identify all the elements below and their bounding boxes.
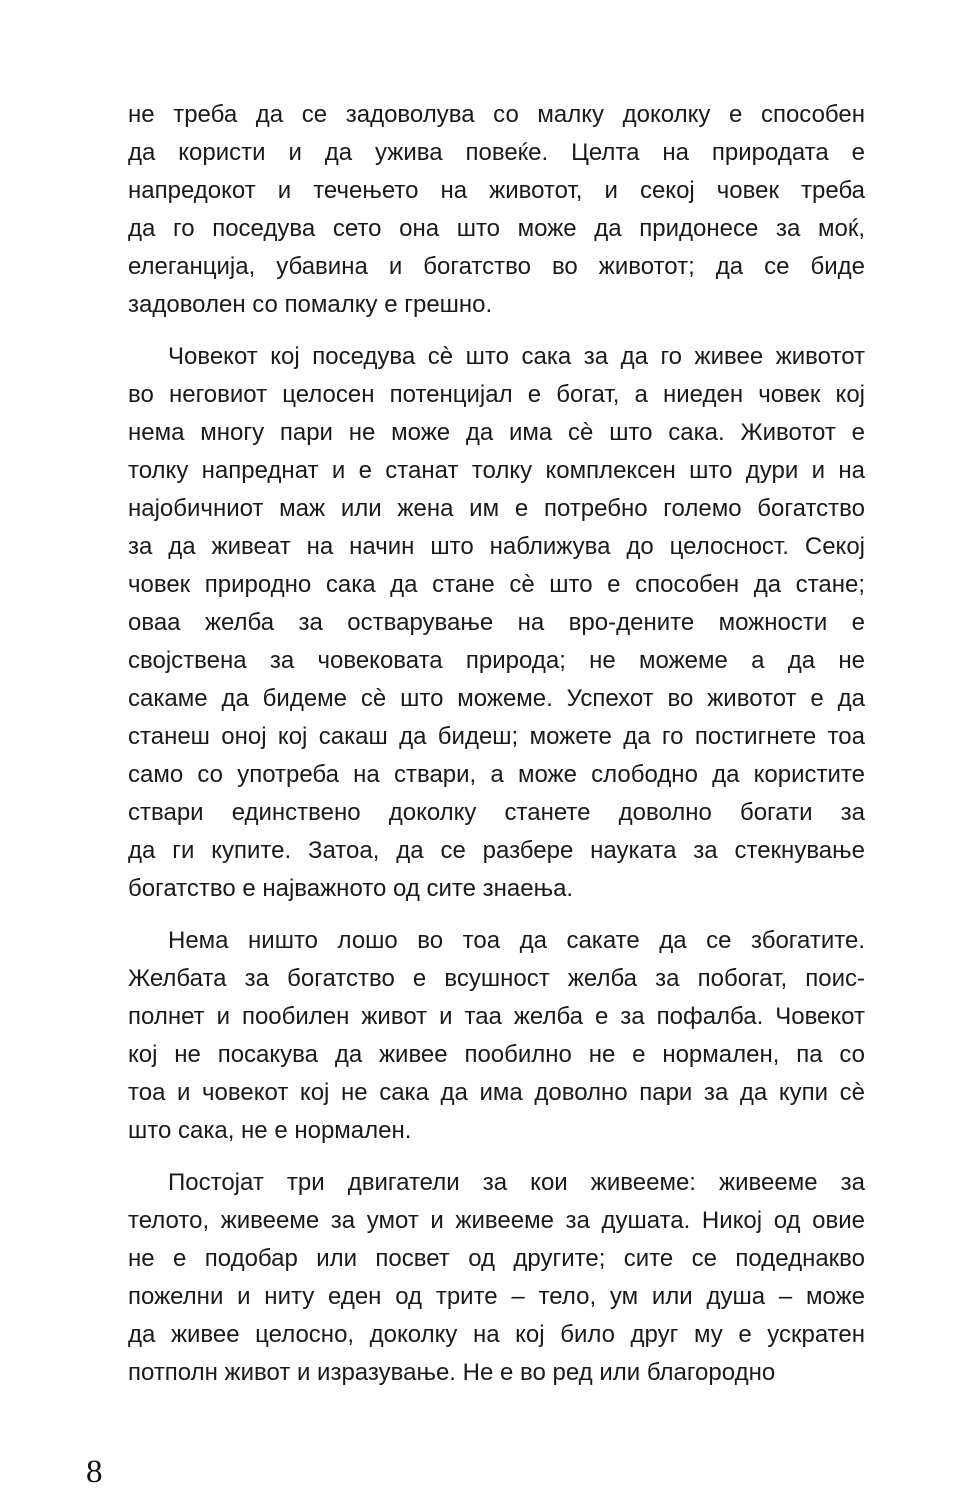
text-line: кој не посакува да живее пообилно не е нормален, па со	[128, 1041, 865, 1068]
text-line: потполн живот и изразување. Не е во ред или благородно	[128, 1359, 776, 1386]
text-line: да го поседува сето она што може да придонесе за моќ,	[128, 215, 865, 242]
paragraph	[128, 96, 865, 324]
text-line: ствари единствено доколку станете доволно богати за	[128, 799, 865, 826]
text-line: најобичниот маж или жена им е потребно големо богатство	[128, 495, 865, 522]
text-line: Човекот кој поседува сѐ што сака за да го живее животот	[168, 343, 865, 370]
text-line: Желбата за богатство е всушност желба за побогат, поис-	[128, 965, 865, 992]
text-line: станеш оној кој сакаш да бидеш; можете да го постигнете тоа	[128, 723, 865, 750]
text-line: Нема ништо лошо во тоа да сакате да се збогатите.	[168, 927, 865, 954]
text-line: богатство е најважното од сите знаења.	[128, 875, 574, 902]
text-line: да користи и да ужива повеќе. Целта на природата е	[128, 139, 865, 166]
text-line: да ги купите. Затоа, да се разбере науката за стекнување	[128, 837, 865, 864]
text-line: не треба да се задоволува со малку доколку е способен	[128, 101, 865, 128]
text-line: елеганција, убавина и богатство во животот; да се биде	[128, 253, 865, 280]
text-line: само со употреба на ствари, а може слободно да користите	[128, 761, 865, 788]
text-line: полнет и пообилен живот и таа желба е за пофалба. Човекот	[128, 1003, 865, 1030]
text-line: во неговиот целосен потенцијал е богат, а ниеден човек кој	[128, 381, 865, 408]
paragraph	[128, 338, 865, 908]
text-block	[128, 96, 865, 1392]
text-line: не е подобар или посвет од другите; сите се подеднакво	[128, 1245, 865, 1272]
text-line: пожелни и ниту еден од трите – тело, ум или душа – може	[128, 1283, 865, 1310]
text-line: толку напреднат и е станат толку комплексен што дури и на	[128, 457, 865, 484]
text-line: Постојат три двигатели за кои живееме: живееме за	[168, 1169, 865, 1196]
text-line: нема многу пари не може да има сѐ што сака. Животот е	[128, 419, 865, 446]
text-line: за да живеат на начин што наближува до целосност. Секој	[128, 533, 865, 560]
text-line: да живее целосно, доколку на кој било друг му е ускратен	[128, 1321, 865, 1348]
text-line: што сака, не е нормален.	[128, 1117, 412, 1144]
text-line: својствена за човековата природа; не можеме а да не	[128, 647, 865, 674]
text-line: телото, живееме за умот и живееме за душата. Никој од овие	[128, 1207, 865, 1234]
text-line: сакаме да бидеме сѐ што можеме. Успехот во животот е да	[128, 685, 865, 712]
text-line: оваа желба за остварување на вро-дените можности е	[128, 609, 865, 636]
text-line: човек природно сака да стане сѐ што е способен да стане;	[128, 571, 865, 598]
text-line: напредокот и течењето на животот, и секој човек треба	[128, 177, 865, 204]
page-number: 8	[86, 1454, 103, 1490]
paragraph	[128, 1164, 865, 1392]
text-line: тоа и човекот кој не сака да има доволно пари за да купи сѐ	[128, 1079, 865, 1106]
paragraph	[128, 922, 865, 1150]
text-line: задоволен со помалку е грешно.	[128, 291, 493, 318]
